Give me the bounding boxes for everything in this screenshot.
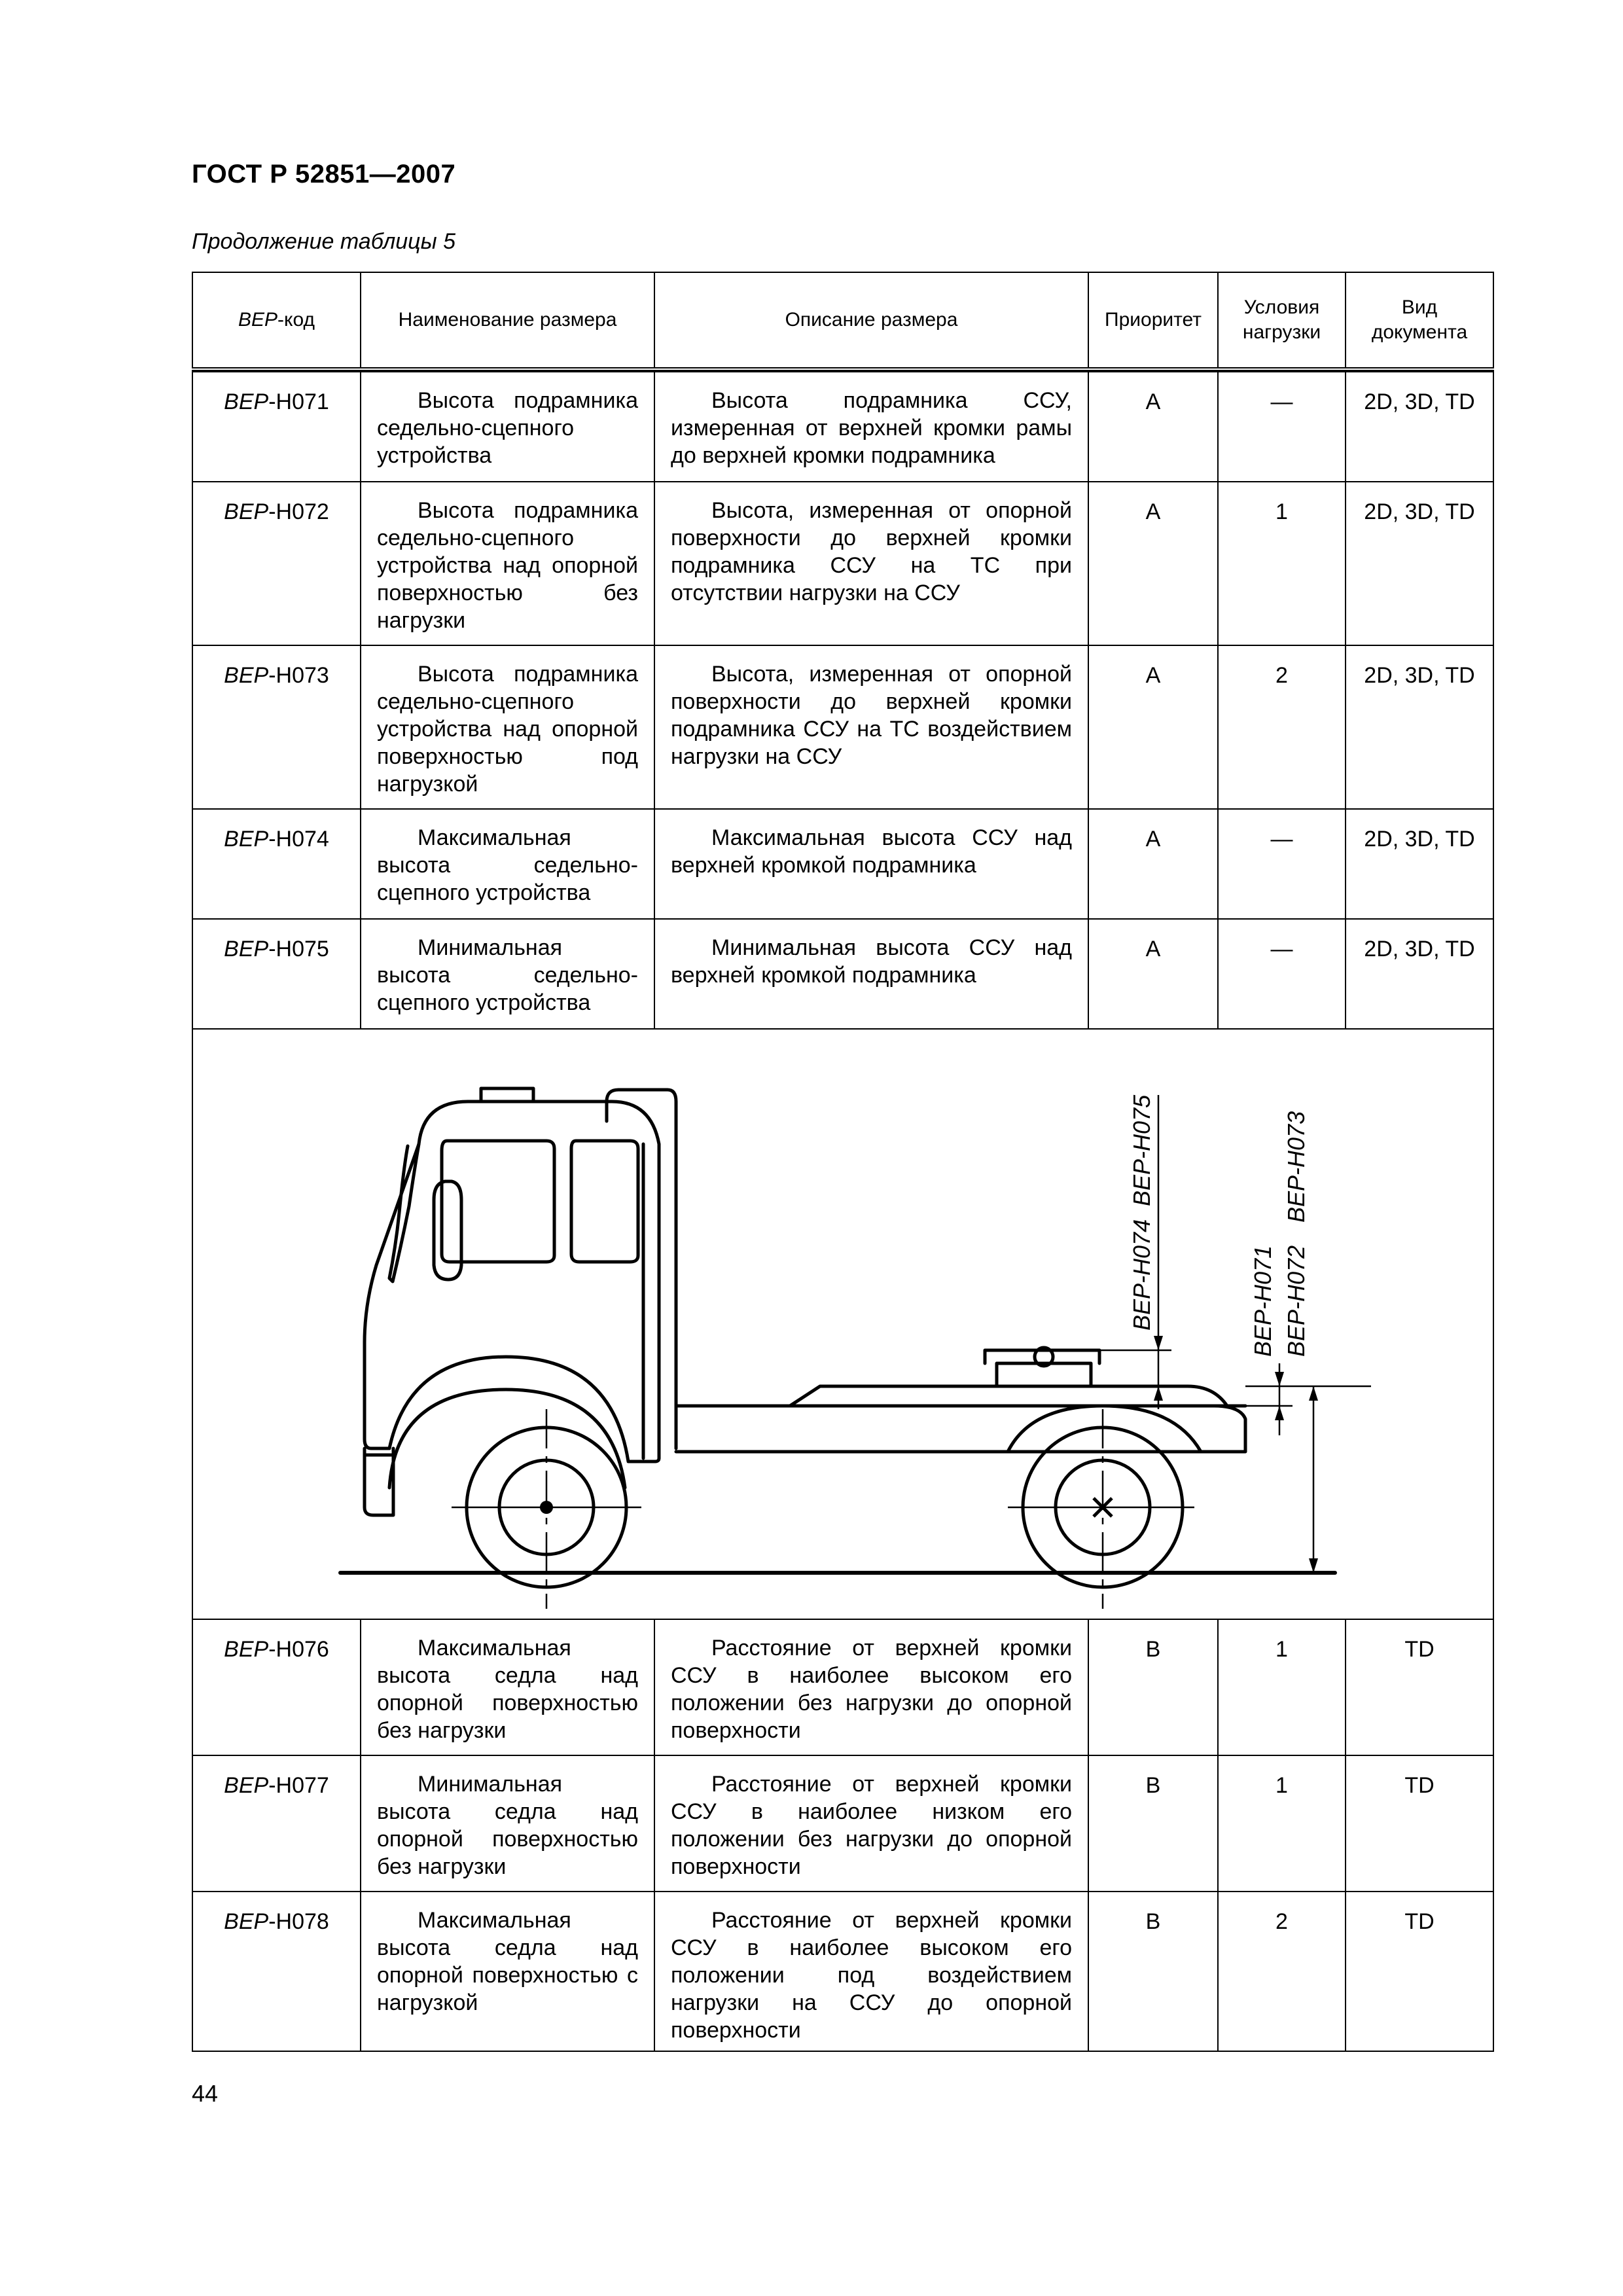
row-name: Минимальная высота седельно-сцепного устройства bbox=[361, 919, 654, 1029]
row-priority: B bbox=[1088, 1755, 1218, 1892]
cab-body bbox=[365, 1102, 659, 1462]
row-load: 2 bbox=[1218, 1892, 1346, 2051]
row-doctype: 2D, 3D, TD bbox=[1346, 372, 1493, 482]
col-header-description: Описание размера bbox=[654, 272, 1088, 369]
table-continuation-caption: Продолжение таблицы 5 bbox=[192, 229, 455, 254]
chassis-frame bbox=[676, 1406, 1245, 1452]
standard-header: ГОСТ Р 52851—2007 bbox=[192, 160, 456, 188]
row-code: BEP-H078 bbox=[192, 1892, 361, 2051]
exhaust-stack bbox=[607, 1090, 676, 1448]
col-header-code: BEP-код bbox=[192, 272, 361, 369]
page-number: 44 bbox=[192, 2080, 219, 2107]
table-row bbox=[192, 1892, 1493, 2051]
row-priority: A bbox=[1088, 372, 1218, 482]
label-bep-h075: BEP-H075 bbox=[1128, 1094, 1155, 1206]
row-load: — bbox=[1218, 809, 1346, 919]
row-code: BEP-H074 bbox=[192, 809, 361, 919]
row-doctype: TD bbox=[1346, 1619, 1493, 1755]
col-header-load: Условия нагрузки bbox=[1218, 272, 1346, 369]
row-priority: B bbox=[1088, 1892, 1218, 2051]
row-description: Расстояние от верхней кромки ССУ в наиболее высоком его положении под воздействием нагрузки на ССУ до опорной поверхности bbox=[654, 1892, 1088, 2051]
row-name: Высота подрамника седельно-сцепного устройства над опорной поверхностью под нагрузкой bbox=[361, 645, 654, 809]
row-name: Высота подрамника седельно-сцепного устройства bbox=[361, 372, 654, 482]
row-description: Высота, измеренная от опорной поверхности до верхней кромки подрамника ССУ на ТС при отсутствии нагрузки на ССУ bbox=[654, 482, 1088, 645]
row-code: BEP-H072 bbox=[192, 482, 361, 645]
row-priority: A bbox=[1088, 919, 1218, 1029]
row-code: BEP-H071 bbox=[192, 372, 361, 482]
fifth-wheel-subframe bbox=[790, 1386, 1227, 1406]
row-load: 2 bbox=[1218, 645, 1346, 809]
col-header-name: Наименование размера bbox=[361, 272, 654, 369]
row-doctype: TD bbox=[1346, 1892, 1493, 2051]
col-header-doctype: Вид документа bbox=[1346, 272, 1493, 369]
figure-row bbox=[192, 1029, 1493, 1619]
row-priority: A bbox=[1088, 645, 1218, 809]
row-name: Минимальная высота седла над опорной поверхностью без нагрузки bbox=[361, 1755, 654, 1892]
row-description: Расстояние от верхней кромки ССУ в наиболее низком его положении без нагрузки до опорной поверхности bbox=[654, 1755, 1088, 1892]
table-row bbox=[192, 919, 1493, 1029]
row-code: BEP-H075 bbox=[192, 919, 361, 1029]
row-doctype: 2D, 3D, TD bbox=[1346, 645, 1493, 809]
table-row bbox=[192, 1755, 1493, 1892]
row-code: BEP-H077 bbox=[192, 1755, 361, 1892]
row-name: Максимальная высота седельно-сцепного устройства bbox=[361, 809, 654, 919]
table-header-row bbox=[192, 272, 1493, 369]
row-doctype: 2D, 3D, TD bbox=[1346, 919, 1493, 1029]
row-priority: A bbox=[1088, 809, 1218, 919]
dimensions-table bbox=[192, 272, 1494, 2052]
row-name: Максимальная высота седла над опорной поверхностью без нагрузки bbox=[361, 1619, 654, 1755]
roof-lamp bbox=[481, 1088, 533, 1102]
label-bep-h072: BEP-H072 bbox=[1283, 1245, 1310, 1357]
row-load: — bbox=[1218, 919, 1346, 1029]
truck-figure-cell bbox=[192, 1029, 1493, 1619]
table-row bbox=[192, 1619, 1493, 1755]
label-bep-h074: BEP-H074 bbox=[1128, 1219, 1155, 1331]
label-bep-h071: BEP-H071 bbox=[1249, 1245, 1276, 1357]
door-window bbox=[442, 1141, 554, 1262]
row-doctype: 2D, 3D, TD bbox=[1346, 809, 1493, 919]
mirror bbox=[434, 1181, 461, 1280]
row-code: BEP-H076 bbox=[192, 1619, 361, 1755]
label-bep-h073: BEP-H073 bbox=[1283, 1111, 1310, 1223]
row-doctype: TD bbox=[1346, 1755, 1493, 1892]
row-description: Высота, измеренная от опорной поверхности до верхней кромки подрамника ССУ на ТС воздействием нагрузки на ССУ bbox=[654, 645, 1088, 809]
truck-dimension-diagram bbox=[193, 1030, 1491, 1619]
table-row bbox=[192, 809, 1493, 919]
table-row bbox=[192, 645, 1493, 809]
col-header-priority: Приоритет bbox=[1088, 272, 1218, 369]
row-doctype: 2D, 3D, TD bbox=[1346, 482, 1493, 645]
table-row bbox=[192, 482, 1493, 645]
row-load: 1 bbox=[1218, 1755, 1346, 1892]
row-name: Высота подрамника седельно-сцепного устройства над опорной поверхностью без нагрузки bbox=[361, 482, 654, 645]
row-description: Расстояние от верхней кромки ССУ в наиболее высоком его положении без нагрузки до опорной поверхности bbox=[654, 1619, 1088, 1755]
row-priority: A bbox=[1088, 482, 1218, 645]
row-load: — bbox=[1218, 372, 1346, 482]
row-name: Максимальная высота седла над опорной поверхностью с нагрузкой bbox=[361, 1892, 654, 2051]
row-description: Высота подрамника ССУ, измеренная от верхней кромки рамы до верхней кромки подрамника bbox=[654, 372, 1088, 482]
row-code: BEP-H073 bbox=[192, 645, 361, 809]
front-axle-dot bbox=[540, 1501, 553, 1514]
table-row bbox=[192, 372, 1493, 482]
row-priority: B bbox=[1088, 1619, 1218, 1755]
row-load: 1 bbox=[1218, 482, 1346, 645]
row-description: Минимальная высота ССУ над верхней кромкой подрамника bbox=[654, 919, 1088, 1029]
rear-window bbox=[571, 1141, 638, 1262]
row-description: Максимальная высота ССУ над верхней кромкой подрамника bbox=[654, 809, 1088, 919]
row-load: 1 bbox=[1218, 1619, 1346, 1755]
